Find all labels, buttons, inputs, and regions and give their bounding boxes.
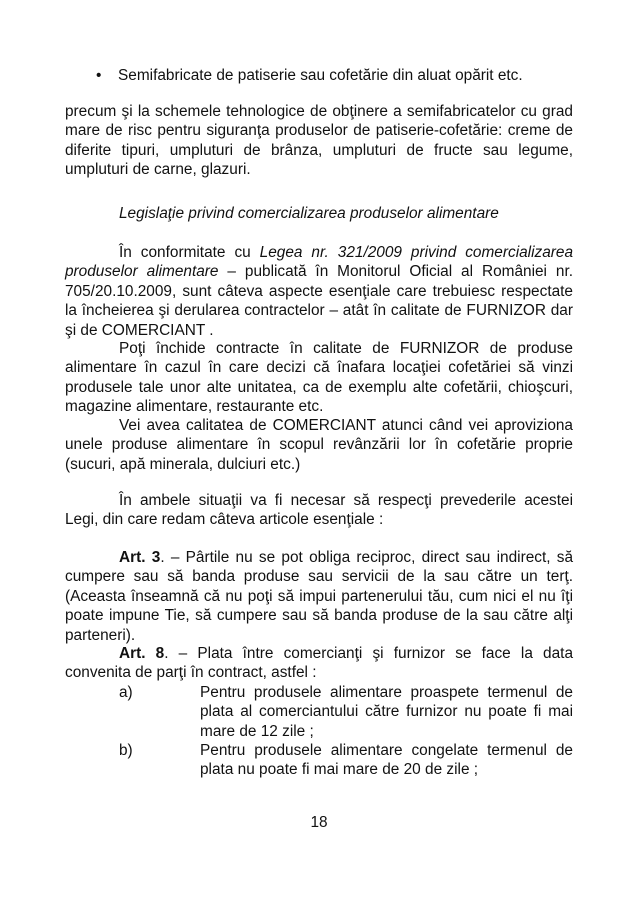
list-item-label: b) (119, 742, 133, 759)
law-title: Legea nr. 321/2009 privind comercializarea produselor alimentare (65, 244, 574, 281)
list-item-text: Pentru produsele alimentare congelate termenul de plata nu poate fi mai mare de 20 de zile ; (200, 742, 573, 779)
law-intro-start: În conformitate cu (119, 244, 260, 261)
paragraph-both-situations: În ambele situaţii va fi necesar să respecţi prevederile acestei Legi, din care redam câteva articole esenţiale : (65, 492, 573, 529)
art-3-label: Art. 3 (119, 549, 161, 566)
list-item-text: Pentru produsele alimentare proaspete termenul de plata al comerciantului către furnizor nu poate fi mai mare de 12 zile ; (200, 684, 573, 740)
paragraph-law-intro (65, 243, 573, 340)
paragraph-schemes: precum şi la schemele tehnologice de obţinere a semifabricatelor cu grad mare de risc pentru siguranţa produselor de patiserie-cofetărie: creme de diferite tipuri, umpluturi de brânza, umpluturi de fructe sau legume, umpluturi de carne, glazuri. (65, 103, 573, 179)
paragraph-art-3 (65, 548, 573, 645)
page-number: 18 (310, 814, 328, 831)
law-intro-rest: – publicată în Monitorul Oficial al României nr. 705/20.10.2009, sunt câteva aspecte esenţiale care trebuiesc respectate la încheierea şi derularea contractelor – atât în calitate de FURNIZOR dar şi de COMERCIANT . (65, 263, 573, 339)
art-8-text: . – Plata între comercianţi şi furnizor se face la data convenita de parţi în contract, astfel : (65, 645, 574, 682)
list-item-label: a) (119, 684, 133, 701)
paragraph-comerciant: Vei avea calitatea de COMERCIANT atunci când vei aproviziona unele produse alimentare în scopul revânzării lor în cofetărie proprie (sucuri, apă minerala, dulciuri etc.) (65, 417, 573, 473)
paragraph-furnizor: Poţi închide contracte în calitate de FURNIZOR de produse alimentare în cazul în care decizi că înafara locaţiei cofetăriei să vinzi produsele tale unor alte unitatea, ca de exemplu alte cofetării, chioşcuri, magazine alimentare, restaurante etc. (65, 340, 573, 416)
bullet-text: Semifabricate de patiserie sau cofetărie din aluat opărit etc. (118, 67, 523, 84)
art-8-label: Art. 8 (119, 645, 165, 662)
paragraph-art-8 (65, 644, 573, 683)
art-3-text: . – Pârtile nu se pot obliga reciproc, direct sau indirect, să cumpere sau să banda produse sau servicii de la sau către un terţ. (Aceasta înseamnă că nu poţi să impui partenerului tău, cum nici el nu îţi poate impune Tie, să cumpere sau să banda produse de la sau către alţi parteneri). (65, 549, 574, 644)
bullet-icon: • (96, 67, 102, 84)
section-heading: Legislaţie privind comercializarea produselor alimentare (119, 205, 499, 222)
